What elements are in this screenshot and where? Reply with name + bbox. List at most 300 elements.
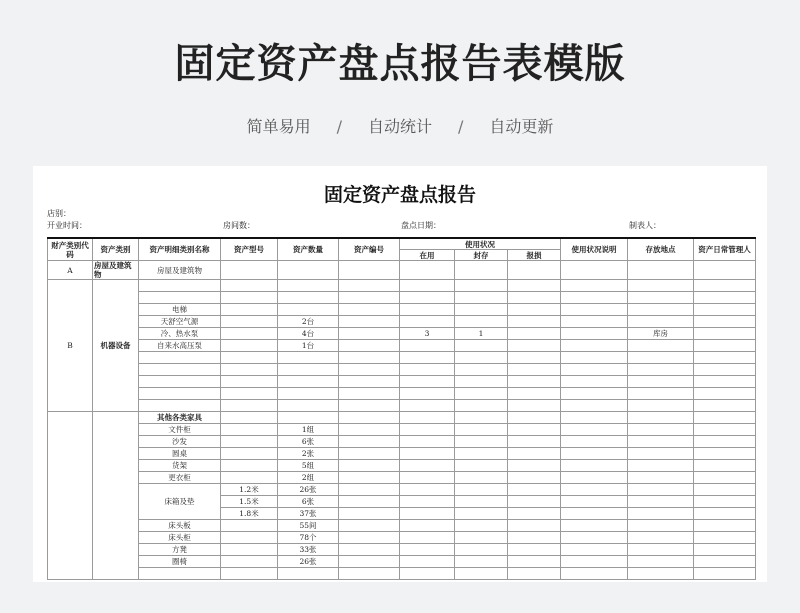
sealed-cell[interactable] — [455, 412, 508, 424]
table-row — [48, 261, 756, 280]
sealed-cell[interactable] — [455, 340, 508, 352]
location-cell[interactable] — [628, 544, 694, 556]
banner-title: 固定资产盘点报告表模版 — [174, 41, 626, 87]
usage-note-cell[interactable] — [561, 364, 628, 376]
sealed-cell[interactable] — [455, 304, 508, 316]
scrapped-cell[interactable] — [508, 448, 561, 460]
asset-no-cell[interactable] — [339, 340, 400, 352]
asset-no-cell[interactable] — [339, 376, 400, 388]
in-use-cell[interactable] — [400, 352, 455, 364]
table-row — [48, 340, 756, 352]
usage-note-cell[interactable] — [561, 496, 628, 508]
group-code: B — [48, 280, 93, 412]
model-cell[interactable] — [221, 412, 278, 424]
asset-no-cell[interactable] — [339, 304, 400, 316]
in-use-cell[interactable] — [400, 472, 455, 484]
usage-note-cell[interactable] — [561, 532, 628, 544]
model-cell[interactable] — [221, 280, 278, 292]
scrapped-cell[interactable] — [508, 532, 561, 544]
usage-note-cell[interactable] — [561, 484, 628, 496]
detail-name-cell[interactable] — [139, 292, 221, 304]
detail-name-cell[interactable] — [139, 352, 221, 364]
manager-cell[interactable] — [694, 460, 756, 472]
table-row — [48, 484, 756, 496]
model-cell[interactable] — [221, 376, 278, 388]
quantity-cell[interactable]: 2台 — [278, 316, 339, 328]
model-cell[interactable] — [221, 556, 278, 568]
scrapped-cell[interactable] — [508, 261, 561, 280]
manager-cell[interactable] — [694, 292, 756, 304]
model-cell[interactable] — [221, 532, 278, 544]
manager-cell[interactable] — [694, 376, 756, 388]
asset-no-cell[interactable] — [339, 436, 400, 448]
model-cell[interactable]: 1.2米 — [221, 484, 278, 496]
usage-note-cell[interactable] — [561, 436, 628, 448]
in-use-cell[interactable] — [400, 484, 455, 496]
sealed-cell[interactable] — [455, 472, 508, 484]
model-cell[interactable] — [221, 261, 278, 280]
model-cell[interactable] — [221, 352, 278, 364]
sealed-cell[interactable] — [455, 436, 508, 448]
quantity-cell[interactable] — [278, 376, 339, 388]
model-cell[interactable] — [221, 304, 278, 316]
header-sealed: 封存 — [455, 250, 508, 261]
asset-no-cell[interactable] — [339, 352, 400, 364]
location-cell[interactable] — [628, 304, 694, 316]
usage-note-cell[interactable] — [561, 280, 628, 292]
in-use-cell[interactable] — [400, 556, 455, 568]
in-use-cell[interactable] — [400, 436, 455, 448]
quantity-cell[interactable]: 55间 — [278, 520, 339, 532]
manager-cell[interactable] — [694, 328, 756, 340]
usage-note-cell[interactable] — [561, 376, 628, 388]
usage-note-cell[interactable] — [561, 520, 628, 532]
manager-cell[interactable] — [694, 568, 756, 580]
in-use-cell[interactable] — [400, 292, 455, 304]
manager-cell[interactable] — [694, 304, 756, 316]
in-use-cell[interactable] — [400, 316, 455, 328]
location-cell[interactable] — [628, 388, 694, 400]
model-cell[interactable] — [221, 400, 278, 412]
scrapped-cell[interactable] — [508, 376, 561, 388]
group-code: A — [48, 261, 93, 280]
location-cell[interactable] — [628, 508, 694, 520]
asset-no-cell[interactable] — [339, 424, 400, 436]
usage-note-cell[interactable] — [561, 556, 628, 568]
in-use-cell[interactable] — [400, 544, 455, 556]
usage-note-cell[interactable] — [561, 424, 628, 436]
scrapped-cell[interactable] — [508, 352, 561, 364]
sealed-cell[interactable] — [455, 364, 508, 376]
usage-note-cell[interactable] — [561, 472, 628, 484]
scrapped-cell[interactable] — [508, 388, 561, 400]
group-type — [93, 412, 139, 580]
inventory-table — [47, 237, 756, 580]
location-cell[interactable] — [628, 532, 694, 544]
model-cell[interactable] — [221, 520, 278, 532]
location-cell[interactable] — [628, 568, 694, 580]
location-cell[interactable] — [628, 364, 694, 376]
header-detail-name: 资产明细类别名称 — [139, 238, 221, 261]
scrapped-cell[interactable] — [508, 292, 561, 304]
manager-cell[interactable] — [694, 424, 756, 436]
sealed-cell[interactable] — [455, 544, 508, 556]
usage-note-cell[interactable] — [561, 352, 628, 364]
group-type: 机器设备 — [93, 280, 139, 412]
table-row — [48, 352, 756, 364]
usage-note-cell[interactable] — [561, 316, 628, 328]
sealed-cell[interactable] — [455, 520, 508, 532]
quantity-cell[interactable]: 6张 — [278, 496, 339, 508]
quantity-cell[interactable]: 1台 — [278, 340, 339, 352]
sealed-cell[interactable] — [455, 568, 508, 580]
location-cell[interactable] — [628, 424, 694, 436]
sealed-cell[interactable] — [455, 280, 508, 292]
usage-note-cell[interactable] — [561, 340, 628, 352]
asset-no-cell[interactable] — [339, 261, 400, 280]
in-use-cell[interactable] — [400, 460, 455, 472]
asset-no-cell[interactable] — [339, 520, 400, 532]
table-row — [48, 328, 756, 340]
detail-name-cell[interactable] — [139, 568, 221, 580]
location-cell[interactable] — [628, 412, 694, 424]
sealed-cell[interactable]: 1 — [455, 328, 508, 340]
sealed-cell[interactable] — [455, 448, 508, 460]
quantity-cell[interactable]: 5组 — [278, 460, 339, 472]
detail-name-cell[interactable] — [139, 376, 221, 388]
quantity-cell[interactable] — [278, 400, 339, 412]
model-cell[interactable] — [221, 544, 278, 556]
scrapped-cell[interactable] — [508, 472, 561, 484]
feature-separator: / — [458, 117, 464, 136]
manager-cell[interactable] — [694, 436, 756, 448]
in-use-cell[interactable] — [400, 388, 455, 400]
store-label: 店别： — [47, 209, 71, 218]
manager-cell[interactable] — [694, 280, 756, 292]
scrapped-cell[interactable] — [508, 460, 561, 472]
scrapped-cell[interactable] — [508, 328, 561, 340]
sealed-cell[interactable] — [455, 496, 508, 508]
in-use-cell[interactable] — [400, 496, 455, 508]
location-cell[interactable] — [628, 400, 694, 412]
scrapped-cell[interactable] — [508, 556, 561, 568]
location-cell[interactable] — [628, 292, 694, 304]
manager-cell[interactable] — [694, 316, 756, 328]
quantity-cell[interactable] — [278, 292, 339, 304]
sealed-cell[interactable] — [455, 400, 508, 412]
asset-no-cell[interactable] — [339, 448, 400, 460]
quantity-cell[interactable] — [278, 364, 339, 376]
table-row — [48, 436, 756, 448]
location-cell[interactable] — [628, 340, 694, 352]
sealed-cell[interactable] — [455, 484, 508, 496]
usage-note-cell[interactable] — [561, 292, 628, 304]
manager-cell[interactable] — [694, 340, 756, 352]
table-row — [48, 376, 756, 388]
model-cell[interactable]: 1.5米 — [221, 496, 278, 508]
in-use-cell[interactable] — [400, 304, 455, 316]
feature-auto-update: 自动更新 — [489, 117, 554, 136]
sealed-cell[interactable] — [455, 352, 508, 364]
quantity-cell[interactable] — [278, 388, 339, 400]
scrapped-cell[interactable] — [508, 484, 561, 496]
usage-note-cell[interactable] — [561, 328, 628, 340]
asset-no-cell[interactable] — [339, 496, 400, 508]
detail-name-cell[interactable]: 床头板 — [139, 520, 221, 532]
manager-cell[interactable] — [694, 544, 756, 556]
model-cell[interactable] — [221, 472, 278, 484]
feature-easy: 简单易用 — [246, 117, 311, 136]
table-row — [48, 460, 756, 472]
quantity-cell[interactable]: 1组 — [278, 424, 339, 436]
manager-cell[interactable] — [694, 508, 756, 520]
in-use-cell[interactable] — [400, 400, 455, 412]
detail-name-cell[interactable]: 房屋及建筑物 — [139, 261, 221, 280]
manager-cell[interactable] — [694, 556, 756, 568]
model-cell[interactable] — [221, 568, 278, 580]
location-cell[interactable] — [628, 280, 694, 292]
usage-note-cell[interactable] — [561, 448, 628, 460]
scrapped-cell[interactable] — [508, 424, 561, 436]
in-use-cell[interactable] — [400, 340, 455, 352]
in-use-cell[interactable] — [400, 280, 455, 292]
asset-no-cell[interactable] — [339, 568, 400, 580]
room-count-label: 房间数： — [223, 221, 255, 230]
table-row — [48, 520, 756, 532]
manager-cell[interactable] — [694, 364, 756, 376]
scrapped-cell[interactable] — [508, 412, 561, 424]
header-model: 资产型号 — [221, 238, 278, 261]
scrapped-cell[interactable] — [508, 496, 561, 508]
asset-no-cell[interactable] — [339, 364, 400, 376]
in-use-cell[interactable] — [400, 508, 455, 520]
in-use-cell[interactable] — [400, 364, 455, 376]
sealed-cell[interactable] — [455, 556, 508, 568]
detail-name-cell[interactable]: 床箱及垫 — [139, 484, 221, 520]
quantity-cell[interactable]: 2组 — [278, 472, 339, 484]
header-in-use: 在用 — [400, 250, 455, 261]
in-use-cell[interactable] — [400, 448, 455, 460]
in-use-cell[interactable] — [400, 520, 455, 532]
sealed-cell[interactable] — [455, 316, 508, 328]
header-usage-note: 使用状况说明 — [561, 238, 628, 261]
location-cell[interactable] — [628, 520, 694, 532]
manager-cell[interactable] — [694, 532, 756, 544]
group-type: 房屋及建筑物 — [93, 261, 139, 280]
manager-cell[interactable] — [694, 352, 756, 364]
model-cell[interactable] — [221, 436, 278, 448]
usage-note-cell[interactable] — [561, 388, 628, 400]
scrapped-cell[interactable] — [508, 520, 561, 532]
detail-name-cell[interactable] — [139, 364, 221, 376]
detail-name-cell[interactable]: 床头柜 — [139, 532, 221, 544]
usage-note-cell[interactable] — [561, 400, 628, 412]
in-use-cell[interactable] — [400, 424, 455, 436]
manager-cell[interactable] — [694, 484, 756, 496]
model-cell[interactable]: 1.8米 — [221, 508, 278, 520]
model-cell[interactable] — [221, 316, 278, 328]
scrapped-cell[interactable] — [508, 280, 561, 292]
manager-cell[interactable] — [694, 496, 756, 508]
table-row — [48, 388, 756, 400]
asset-no-cell[interactable] — [339, 400, 400, 412]
scrapped-cell[interactable] — [508, 568, 561, 580]
in-use-cell[interactable] — [400, 568, 455, 580]
usage-note-cell[interactable] — [561, 544, 628, 556]
scrapped-cell[interactable] — [508, 364, 561, 376]
detail-name-cell[interactable]: 货架 — [139, 460, 221, 472]
asset-no-cell[interactable] — [339, 328, 400, 340]
asset-no-cell[interactable] — [339, 508, 400, 520]
in-use-cell[interactable] — [400, 532, 455, 544]
asset-no-cell[interactable] — [339, 280, 400, 292]
in-use-cell[interactable] — [400, 261, 455, 280]
asset-no-cell[interactable] — [339, 292, 400, 304]
in-use-cell[interactable]: 3 — [400, 328, 455, 340]
sealed-cell[interactable] — [455, 261, 508, 280]
manager-cell[interactable] — [694, 472, 756, 484]
detail-name-cell[interactable]: 天舒空气源 — [139, 316, 221, 328]
scrapped-cell[interactable] — [508, 316, 561, 328]
sealed-cell[interactable] — [455, 424, 508, 436]
sealed-cell[interactable] — [455, 460, 508, 472]
quantity-cell[interactable] — [278, 352, 339, 364]
table-row — [48, 412, 756, 424]
table-row — [48, 568, 756, 580]
usage-note-cell[interactable] — [561, 508, 628, 520]
in-use-cell[interactable] — [400, 412, 455, 424]
asset-no-cell[interactable] — [339, 532, 400, 544]
quantity-cell[interactable] — [278, 304, 339, 316]
usage-note-cell[interactable] — [561, 460, 628, 472]
location-cell[interactable]: 库房 — [628, 328, 694, 340]
detail-name-cell[interactable]: 电梯 — [139, 304, 221, 316]
document-title: 固定资产盘点报告 — [323, 184, 476, 206]
model-cell[interactable] — [221, 388, 278, 400]
quantity-cell[interactable] — [278, 412, 339, 424]
inventory-date-label: 盘点日期： — [401, 221, 441, 230]
table-row — [48, 316, 756, 328]
location-cell[interactable] — [628, 472, 694, 484]
scrapped-cell[interactable] — [508, 340, 561, 352]
manager-cell[interactable] — [694, 388, 756, 400]
location-cell[interactable] — [628, 460, 694, 472]
sealed-cell[interactable] — [455, 532, 508, 544]
manager-cell[interactable] — [694, 520, 756, 532]
usage-note-cell[interactable] — [561, 261, 628, 280]
detail-name-cell[interactable]: 文件柜 — [139, 424, 221, 436]
table-row — [48, 400, 756, 412]
manager-cell[interactable] — [694, 448, 756, 460]
model-cell[interactable] — [221, 424, 278, 436]
asset-no-cell[interactable] — [339, 556, 400, 568]
header-category-code: 财产类别代码 — [48, 238, 93, 261]
quantity-cell[interactable] — [278, 568, 339, 580]
sealed-cell[interactable] — [455, 292, 508, 304]
quantity-cell[interactable]: 33张 — [278, 544, 339, 556]
header-asset-no: 资产编号 — [339, 238, 400, 261]
detail-name-cell[interactable]: 圈椅 — [139, 556, 221, 568]
table-row — [48, 556, 756, 568]
table-row — [48, 424, 756, 436]
detail-name-cell[interactable]: 冷、热水泵 — [139, 328, 221, 340]
detail-name-cell[interactable] — [139, 280, 221, 292]
table-row — [48, 280, 756, 292]
location-cell[interactable] — [628, 352, 694, 364]
location-cell[interactable] — [628, 496, 694, 508]
location-cell[interactable] — [628, 436, 694, 448]
location-cell[interactable] — [628, 376, 694, 388]
usage-note-cell[interactable] — [561, 304, 628, 316]
scrapped-cell[interactable] — [508, 400, 561, 412]
asset-no-cell[interactable] — [339, 484, 400, 496]
detail-name-cell[interactable]: 方凳 — [139, 544, 221, 556]
scrapped-cell[interactable] — [508, 544, 561, 556]
manager-cell[interactable] — [694, 412, 756, 424]
asset-no-cell[interactable] — [339, 472, 400, 484]
detail-name-cell[interactable]: 自来水高压泵 — [139, 340, 221, 352]
banner-features — [0, 114, 800, 137]
asset-no-cell[interactable] — [339, 316, 400, 328]
quantity-cell[interactable]: 26张 — [278, 484, 339, 496]
in-use-cell[interactable] — [400, 376, 455, 388]
sealed-cell[interactable] — [455, 508, 508, 520]
usage-note-cell[interactable] — [561, 412, 628, 424]
quantity-cell[interactable] — [278, 261, 339, 280]
detail-name-cell[interactable]: 更衣柜 — [139, 472, 221, 484]
model-cell[interactable] — [221, 460, 278, 472]
location-cell[interactable] — [628, 261, 694, 280]
usage-note-cell[interactable] — [561, 568, 628, 580]
asset-no-cell[interactable] — [339, 388, 400, 400]
table-row — [48, 532, 756, 544]
scrapped-cell[interactable] — [508, 436, 561, 448]
quantity-cell[interactable]: 78个 — [278, 532, 339, 544]
table-row — [48, 292, 756, 304]
sealed-cell[interactable] — [455, 388, 508, 400]
quantity-cell[interactable]: 4台 — [278, 328, 339, 340]
location-cell[interactable] — [628, 556, 694, 568]
detail-name-cell[interactable] — [139, 388, 221, 400]
group-code — [48, 412, 93, 580]
location-cell[interactable] — [628, 484, 694, 496]
model-cell[interactable] — [221, 448, 278, 460]
detail-name-cell[interactable]: 沙发 — [139, 436, 221, 448]
quantity-cell[interactable]: 26张 — [278, 556, 339, 568]
detail-name-cell[interactable]: 圆桌 — [139, 448, 221, 460]
model-cell[interactable] — [221, 340, 278, 352]
asset-no-cell[interactable] — [339, 544, 400, 556]
detail-name-cell[interactable] — [139, 400, 221, 412]
manager-cell[interactable] — [694, 261, 756, 280]
quantity-cell[interactable]: 37张 — [278, 508, 339, 520]
quantity-cell[interactable]: 6张 — [278, 436, 339, 448]
manager-cell[interactable] — [694, 400, 756, 412]
quantity-cell[interactable] — [278, 280, 339, 292]
scrapped-cell[interactable] — [508, 304, 561, 316]
model-cell[interactable] — [221, 328, 278, 340]
model-cell[interactable] — [221, 364, 278, 376]
location-cell[interactable] — [628, 316, 694, 328]
sealed-cell[interactable] — [455, 376, 508, 388]
asset-no-cell[interactable] — [339, 460, 400, 472]
scrapped-cell[interactable] — [508, 508, 561, 520]
model-cell[interactable] — [221, 292, 278, 304]
header-quantity: 资产数量 — [278, 238, 339, 261]
asset-no-cell[interactable] — [339, 412, 400, 424]
quantity-cell[interactable]: 2张 — [278, 448, 339, 460]
location-cell[interactable] — [628, 448, 694, 460]
